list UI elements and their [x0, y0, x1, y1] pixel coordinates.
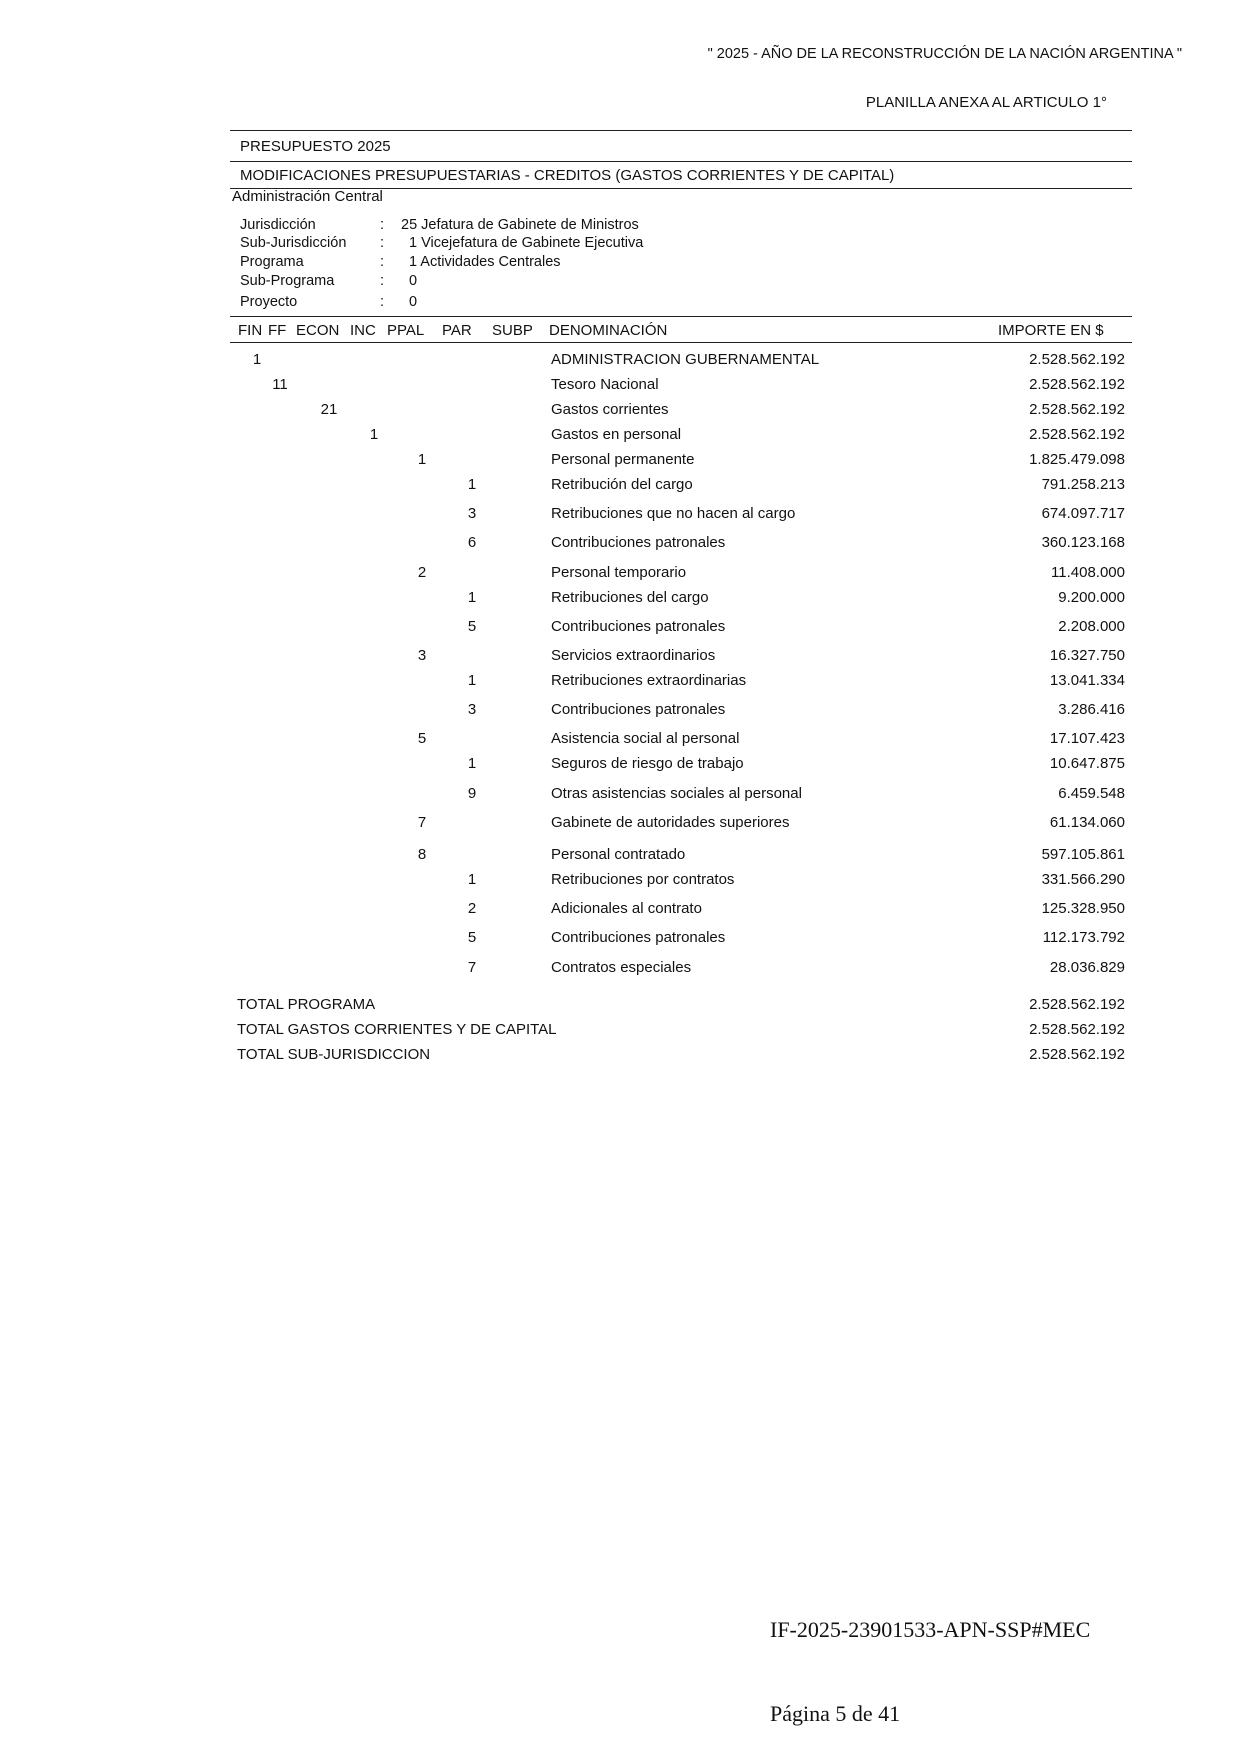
row-amount: 2.528.562.192: [1029, 351, 1125, 368]
col-header-subp: SUBP: [492, 322, 533, 339]
row-denomination: Personal permanente: [551, 451, 695, 468]
info-colon: :: [380, 254, 385, 270]
info-value: 25 Jefatura de Gabinete de Ministros: [401, 217, 639, 233]
row-denomination: Seguros de riesgo de trabajo: [551, 755, 744, 772]
row-amount: 16.327.750: [1049, 647, 1125, 664]
row-denomination: Gastos corrientes: [551, 401, 669, 418]
table-row: [0, 426, 1240, 446]
info-colon: :: [380, 294, 385, 310]
row-amount: 1.825.479.098: [1029, 451, 1125, 468]
table-row: [0, 871, 1240, 891]
col-header-importe: IMPORTE EN $: [998, 322, 1104, 339]
table-row: [0, 672, 1240, 692]
col-header-ff: FF: [268, 322, 287, 339]
row-code: 1: [467, 871, 477, 888]
col-header-inc: INC: [350, 322, 376, 339]
row-denomination: Retribución del cargo: [551, 476, 693, 493]
row-code: 7: [467, 959, 477, 976]
row-amount: 2.528.562.192: [1029, 401, 1125, 418]
table-row: [0, 476, 1240, 496]
row-amount: 360.123.168: [1041, 534, 1125, 551]
row-amount: 2.208.000: [1058, 618, 1125, 635]
row-code: 9: [467, 785, 477, 802]
table-row: [0, 589, 1240, 609]
row-denomination: Gabinete de autoridades superiores: [551, 814, 790, 831]
total-row-gastos: [0, 1021, 1240, 1041]
table-row: [0, 618, 1240, 638]
total-row-subjurisdiccion: [0, 1046, 1240, 1066]
row-code: 3: [467, 701, 477, 718]
row-code: 5: [467, 929, 477, 946]
row-denomination: Asistencia social al personal: [551, 730, 740, 747]
row-denomination: Gastos en personal: [551, 426, 682, 443]
total-amount: 2.528.562.192: [1029, 1021, 1125, 1038]
table-row: [0, 401, 1240, 421]
info-colon: :: [380, 217, 385, 233]
table-row: [0, 846, 1240, 866]
total-amount: 2.528.562.192: [1029, 1046, 1125, 1063]
document-motto: " 2025 - AÑO DE LA RECONSTRUCCIÓN DE LA NACIÓN ARGENTINA ": [707, 46, 1182, 62]
table-row: [0, 505, 1240, 525]
row-amount: 13.041.334: [1049, 672, 1125, 689]
total-amount: 2.528.562.192: [1029, 996, 1125, 1013]
row-code: 1: [467, 476, 477, 493]
divider: [230, 130, 1132, 131]
row-denomination: Otras asistencias sociales al personal: [551, 785, 802, 802]
total-label: TOTAL PROGRAMA: [237, 996, 376, 1013]
table-row: [0, 929, 1240, 949]
row-code: 8: [417, 846, 427, 863]
modifications-title: MODIFICACIONES PRESUPUESTARIAS - CREDITOS (GASTOS CORRIENTES Y DE CAPITAL): [240, 167, 895, 184]
info-value: 0: [409, 294, 418, 310]
info-row-proyecto: [0, 294, 1240, 314]
row-denomination: Retribuciones extraordinarias: [551, 672, 747, 689]
info-value: 1 Vicejefatura de Gabinete Ejecutiva: [409, 235, 644, 251]
info-label: Jurisdicción: [240, 217, 316, 233]
row-code: 1: [417, 451, 427, 468]
row-amount: 3.286.416: [1058, 701, 1125, 718]
page-number: Página 5 de 41: [770, 1701, 901, 1726]
row-denomination: Retribuciones que no hacen al cargo: [551, 505, 796, 522]
info-label: Proyecto: [240, 294, 298, 310]
row-amount: 791.258.213: [1041, 476, 1125, 493]
row-denomination: Servicios extraordinarios: [551, 647, 716, 664]
divider: [230, 161, 1132, 162]
row-code: 1: [369, 426, 379, 443]
row-denomination: Contribuciones patronales: [551, 534, 726, 551]
total-label: TOTAL SUB-JURISDICCION: [237, 1046, 431, 1063]
info-value: 1 Actividades Centrales: [409, 254, 561, 270]
row-amount: 17.107.423: [1049, 730, 1125, 747]
row-amount: 597.105.861: [1041, 846, 1125, 863]
row-denomination: Contribuciones patronales: [551, 929, 726, 946]
row-code: 1: [467, 672, 477, 689]
row-code: 7: [417, 814, 427, 831]
row-code: 3: [417, 647, 427, 664]
row-denomination: Tesoro Nacional: [551, 376, 659, 393]
row-code: 1: [252, 351, 262, 368]
table-row: [0, 647, 1240, 667]
row-code: 3: [467, 505, 477, 522]
row-amount: 674.097.717: [1041, 505, 1125, 522]
info-row-programa: [0, 254, 1240, 274]
row-code: 6: [467, 534, 477, 551]
table-row: [0, 701, 1240, 721]
info-label: Sub-Programa: [240, 273, 335, 289]
row-denomination: Contratos especiales: [551, 959, 692, 976]
info-value: 0: [409, 273, 418, 289]
table-row: [0, 564, 1240, 584]
table-row: [0, 755, 1240, 775]
administration-label: Administración Central: [232, 188, 383, 205]
row-code: 1: [467, 589, 477, 606]
info-row-subjurisdiccion: [0, 235, 1240, 255]
budget-title: PRESUPUESTO 2025: [240, 138, 391, 155]
row-denomination: Contribuciones patronales: [551, 618, 726, 635]
row-code: 11: [272, 376, 288, 393]
row-denomination: Personal temporario: [551, 564, 687, 581]
row-amount: 125.328.950: [1041, 900, 1125, 917]
row-amount: 2.528.562.192: [1029, 426, 1125, 443]
row-code: 1: [467, 755, 477, 772]
table-row: [0, 900, 1240, 920]
row-amount: 28.036.829: [1049, 959, 1125, 976]
row-amount: 112.173.792: [1042, 929, 1125, 946]
table-row: [0, 959, 1240, 979]
table-row: [0, 534, 1240, 554]
info-colon: :: [380, 235, 385, 251]
col-header-econ: ECON: [296, 322, 340, 339]
annex-title: PLANILLA ANEXA AL ARTICULO 1°: [865, 94, 1107, 111]
row-code: 5: [467, 618, 477, 635]
total-row-programa: [0, 996, 1240, 1016]
row-amount: 9.200.000: [1058, 589, 1125, 606]
row-denomination: Retribuciones del cargo: [551, 589, 709, 606]
table-row: [0, 351, 1240, 371]
total-label: TOTAL GASTOS CORRIENTES Y DE CAPITAL: [237, 1021, 557, 1038]
divider: [230, 316, 1132, 317]
table-row: [0, 451, 1240, 471]
info-row-subprograma: [0, 273, 1240, 293]
row-code: 2: [467, 900, 477, 917]
row-denomination: ADMINISTRACION GUBERNAMENTAL: [551, 351, 820, 368]
info-colon: :: [380, 273, 385, 289]
document-id: IF-2025-23901533-APN-SSP#MEC: [770, 1617, 1091, 1642]
row-denomination: Retribuciones por contratos: [551, 871, 735, 888]
row-amount: 2.528.562.192: [1029, 376, 1125, 393]
divider: [230, 342, 1132, 343]
row-code: 5: [417, 730, 427, 747]
row-denomination: Contribuciones patronales: [551, 701, 726, 718]
row-amount: 11.408.000: [1051, 564, 1125, 581]
table-row: [0, 376, 1240, 396]
col-header-denominacion: DENOMINACIÓN: [549, 322, 668, 339]
col-header-ppal: PPAL: [387, 322, 425, 339]
info-label: Sub-Jurisdicción: [240, 235, 347, 251]
row-amount: 331.566.290: [1041, 871, 1125, 888]
row-amount: 10.647.875: [1049, 755, 1125, 772]
table-row: [0, 785, 1240, 805]
info-label: Programa: [240, 254, 304, 270]
col-header-par: PAR: [442, 322, 472, 339]
col-header-fin: FIN: [238, 322, 263, 339]
row-amount: 6.459.548: [1058, 785, 1125, 802]
table-row: [0, 814, 1240, 834]
row-amount: 61.134.060: [1049, 814, 1125, 831]
row-denomination: Personal contratado: [551, 846, 686, 863]
row-code: 21: [320, 401, 338, 418]
row-denomination: Adicionales al contrato: [551, 900, 702, 917]
table-row: [0, 730, 1240, 750]
info-row-jurisdiccion: [0, 217, 1240, 237]
row-code: 2: [417, 564, 427, 581]
